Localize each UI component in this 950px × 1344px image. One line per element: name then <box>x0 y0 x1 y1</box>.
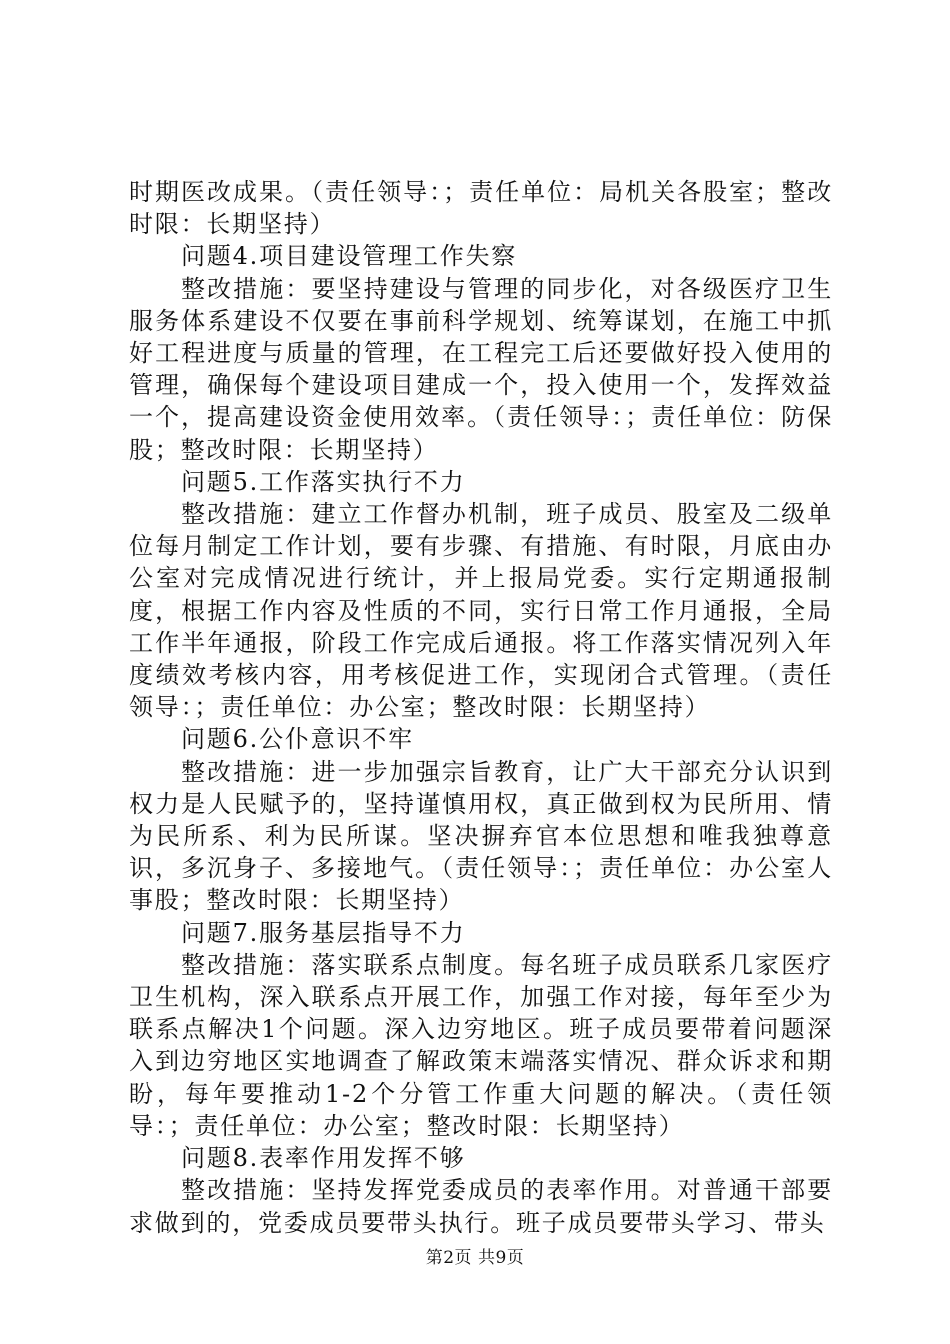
paragraph-measures-4: 整改措施：要坚持建设与管理的同步化，对各级医疗卫生服务体系建设不仅要在事前科学规划、统筹谋划，在施工中抓好工程进度与质量的管理，在工程完工后还要做好投入使用的管理，确保每个建设项目建成一个，投入使用一个，发挥效益一个，提高建设资金使用效率。（责任领导：；责任单位：防保股；整改时限：长期坚持） <box>129 274 833 464</box>
page-footer: 第2页 共9页 <box>425 1248 525 1268</box>
document-body <box>129 176 833 1239</box>
heading-problem-6: 问题6.公仆意识不牢 <box>181 725 414 754</box>
heading-problem-4: 问题4.项目建设管理工作失察 <box>181 242 518 271</box>
paragraph-continuation: 时期医改成果。（责任领导：；责任单位：局机关各股室；整改时限：长期坚持） <box>129 178 833 239</box>
heading-problem-7: 问题7.服务基层指导不力 <box>181 918 466 947</box>
paragraph-measures-5: 整改措施：建立工作督办机制，班子成员、股室及二级单位每月制定工作计划，要有步骤、有措施、有时限，月底由办公室对完成情况进行统计，并上报局党委。实行定期通报制度，根据工作内容及性质的不同，实行日常工作月通报，全局工作半年通报，阶段工作完成后通报。将工作落实情况列入年度绩效考核内容，用考核促进工作，实现闭合式管理。（责任领导：；责任单位：办公室；整改时限：长期坚持） <box>129 500 833 722</box>
paragraph-measures-6: 整改措施：进一步加强宗旨教育，让广大干部充分认识到权力是人民赋予的，坚持谨慎用权，真正做到权为民所用、情为民所系、利为民所谋。坚决摒弃官本位思想和唯我独尊意识，多沉身子、多接地气。（责任领导：；责任单位：办公室人事股；整改时限：长期坚持） <box>129 757 833 915</box>
heading-problem-5: 问题5.工作落实执行不力 <box>181 467 466 496</box>
paragraph-measures-7: 整改措施：落实联系点制度。每名班子成员联系几家医疗卫生机构，深入联系点开展工作，加强工作对接，每年至少为联系点解决1个问题。深入边穷地区。班子成员要带着问题深入到边穷地区实地调查了解政策末端落实情况、群众诉求和期盼，每年要推动1-2个分管工作重大问题的解决。（责任领导：；责任单位：办公室；整改时限：长期坚持） <box>129 950 833 1140</box>
heading-problem-8: 问题8.表率作用发挥不够 <box>181 1144 466 1173</box>
paragraph-measures-8: 整改措施：坚持发挥党委成员的表率作用。对普通干部要求做到的，党委成员要带头执行。班子成员要带头学习、带头 <box>129 1176 833 1237</box>
